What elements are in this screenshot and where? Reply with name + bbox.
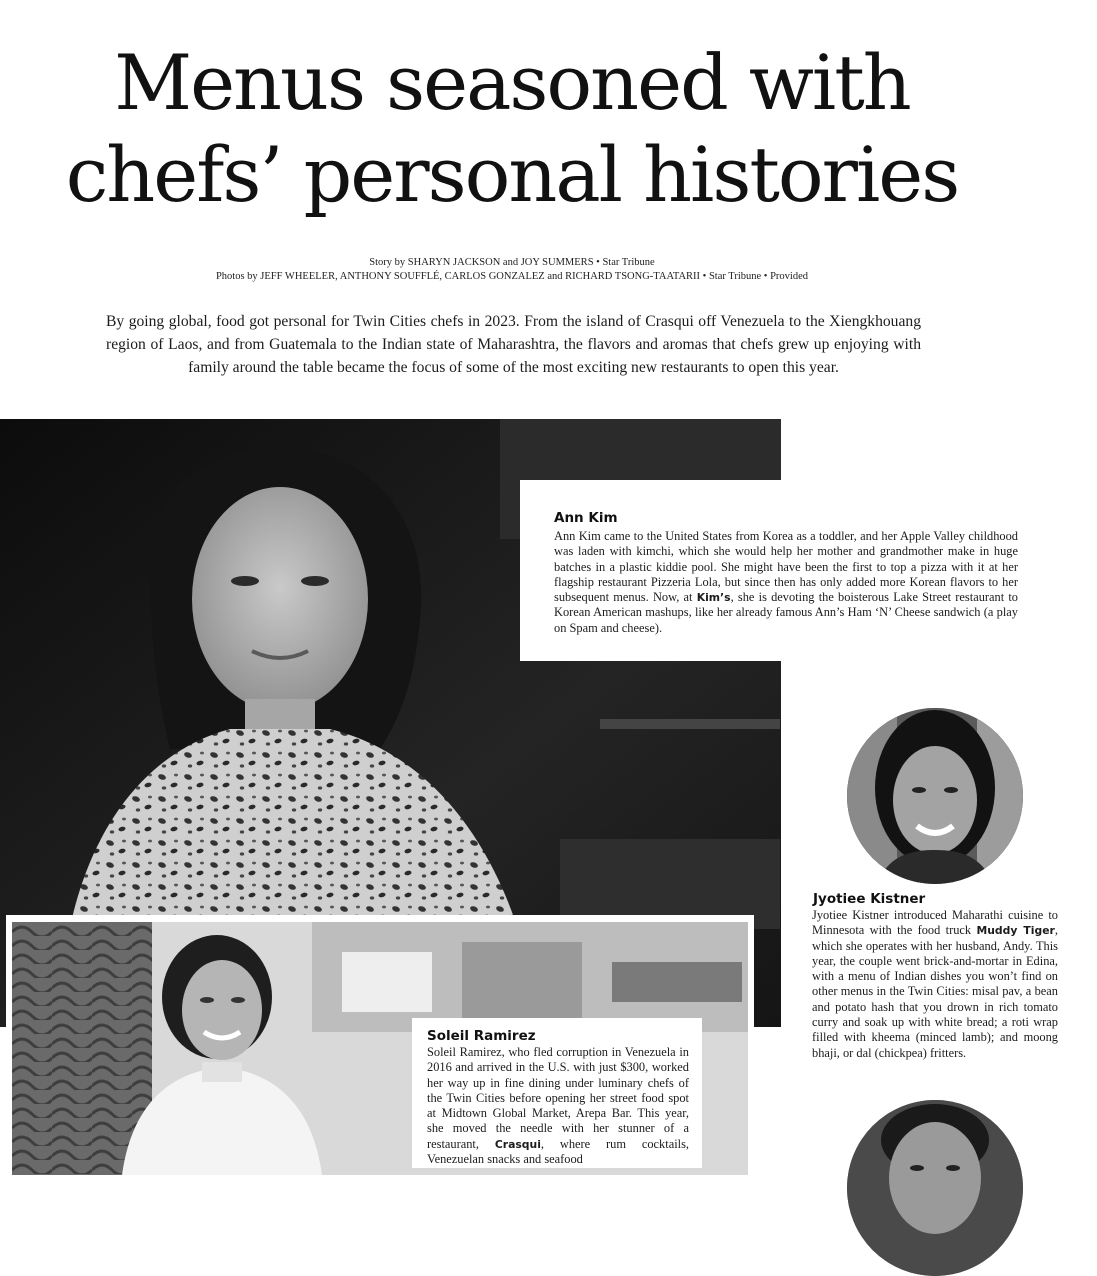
soleil-ramirez-bio	[427, 1045, 689, 1167]
soleil-ramirez-name: Soleil Ramirez	[427, 1028, 536, 1044]
jyotiee-kistner-bio-text-1: Jyotiee Kistner introduced Maharathi cuisine to Minnesota with the food truck	[812, 908, 1058, 938]
soleil-ramirez-restaurant: Crasqui	[494, 1137, 541, 1151]
headline-line-1: Menus seasoned with	[114, 38, 910, 127]
chef-portrait-photo	[847, 1100, 1023, 1276]
soleil-ramirez-bio-text-1: Soleil Ramirez, who fled corruption in Venezuela in 2016 and arrived in the U.S. with just $300, worked her way up in fine dining under luminary chefs of the Twin Cities before opening her street food spot at Midtown Global Market, Arepa Bar. This year, she moved the needle with her stunner of a restaurant,	[427, 1045, 689, 1151]
jyotiee-kistner-portrait-illustration	[847, 708, 1023, 884]
soleil-ramirez-bio-text-2: , where rum cocktails, Venezuelan snacks and seafood	[427, 1136, 689, 1167]
ann-kim-restaurant: Kim’s	[696, 591, 731, 605]
soleil-ramirez-caption	[412, 1018, 702, 1168]
chef-portrait-illustration	[847, 1100, 1023, 1276]
photo-credits: Photos by JEFF WHEELER, ANTHONY SOUFFLÉ, CARLOS GONZALEZ and RICHARD TSONG-TAATARII • Star Tribune • Provided	[215, 271, 809, 282]
ann-kim-bio	[554, 529, 1018, 636]
jyotiee-kistner-photo	[847, 708, 1023, 884]
ann-kim-bio-text-1: Ann Kim came to the United States from Korea as a toddler, and her Apple Valley childhood was laden with kimchi, which she would help her mother and grandmother make in huge batches in a plastic kiddie pool. She might have been the first to top a pizza with it at her flagship restaurant Pizzeria Lola, but since then has only added more Korean flavors to her subsequent menus. Now, at	[554, 529, 1018, 605]
intro-paragraph: By going global, food got personal for Twin Cities chefs in 2023. From the island of Crasqui off Venezuela to the Xiengkhouang region of Laos, and from Guatemala to the Indian state of Maharashtra, the flavors and aromas that chefs grew up enjoying with family around the table became the focus of some of the most exciting new restaurants to open this year.	[106, 313, 921, 376]
ann-kim-bio-text-2: , she is devoting the boisterous Lake Street restaurant to Korean American mashups, like her already famous Ann’s Ham ‘N’ Cheese sandwich (a play on Spam and cheese).	[554, 590, 1019, 635]
jyotiee-kistner-bio-text-2: , which she operates with her husband, Andy. This year, the couple went brick-and-mortar in Edina, with a menu of Indian dishes you won’t find on other menus in the Twin Cities: misal pav, a bean and potato hash that you drown in rich tomato curry and soak up with white bread; a roti wrap filled with kheema (minced lamb); and moong bhaji, or dal (chickpea) fritters.	[812, 923, 1058, 1060]
jyotiee-kistner-restaurant: Muddy Tiger	[976, 924, 1055, 938]
story-byline: Story by SHARYN JACKSON and JOY SUMMERS • Star Tribune	[369, 257, 655, 268]
ann-kim-name: Ann Kim	[554, 510, 618, 526]
headline-line-2: chefs’ personal histories	[65, 130, 959, 219]
jyotiee-kistner-bio	[812, 908, 1058, 1061]
jyotiee-kistner-name: Jyotiee Kistner	[813, 891, 926, 907]
ann-kim-caption	[520, 480, 1050, 661]
